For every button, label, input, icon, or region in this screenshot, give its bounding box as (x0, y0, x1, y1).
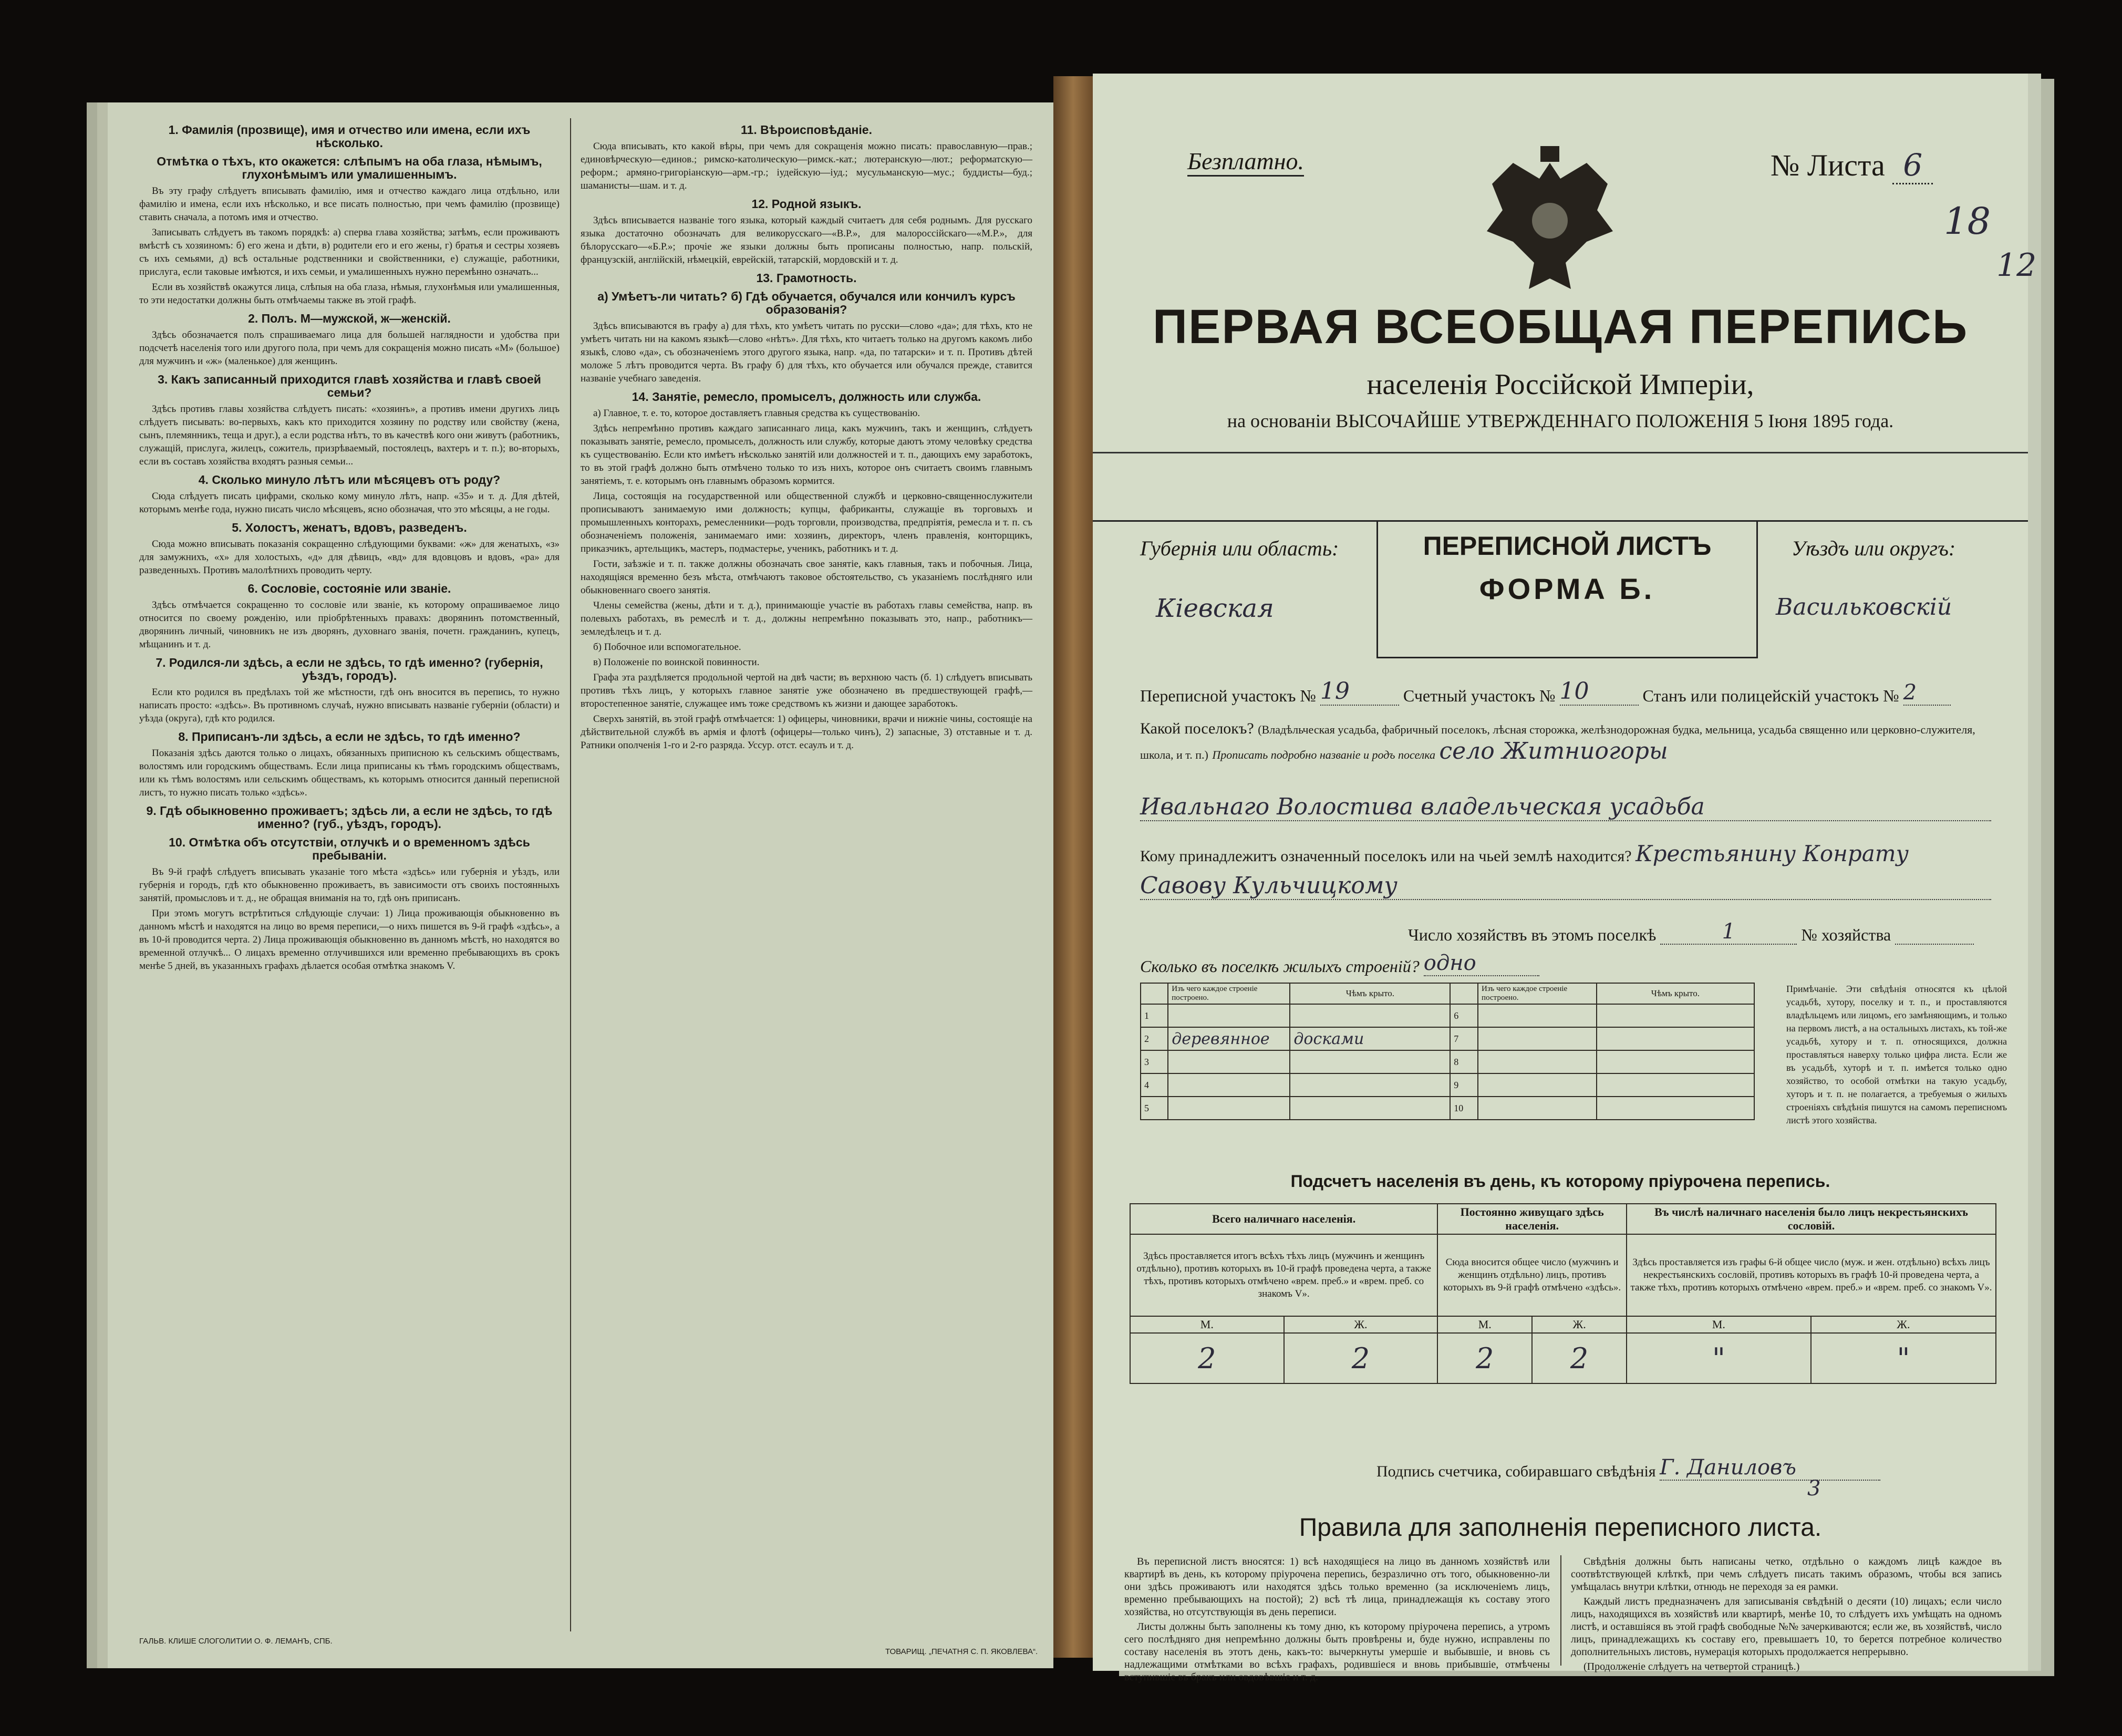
instruction-heading: 3. Какъ записанный приходится главѣ хозяйства и главѣ своей семьи? (158, 373, 541, 399)
schet-label: Счетный участокъ № (1403, 686, 1556, 705)
instruction-heading: а) Умѣетъ-ли читать? б) Гдѣ обучается, обучался или кончилъ курсъ образованія? (597, 290, 1016, 316)
poselok-value-2: Ивальнаго Волостива владельческая усадьба (1140, 793, 1991, 821)
instruction-paragraph: Сверхъ занятій, въ этой графѣ отмѣчается: 1) офицеры, чиновники, врачи и нижніе чины, состоящіе на дѣйствительной службѣ въ армія и флотѣ (офицеры—только чинъ), 2) запасные, 3) отставные и т. д. Ратники ополченія 1-го и 2-го разряда. Уссур. отст. есаулъ и т. д. (581, 714, 1032, 751)
instruction-heading: 4. Сколько минуло лѣтъ или мѣсяцевъ отъ роду? (198, 473, 501, 487)
instruction-paragraph: Здѣсь отмѣчается сокращенно то сословіе или званіе, къ которому опрашиваемое лицо относится по своему рожденію, или пріобрѣтенныхъ правахъ: дворянинъ потомственный, дворянинъ личный, чиновникъ не изъ дворянъ, духовнаго званія, почетн. гражданинъ, купецъ, мѣщанинъ и т. д. (139, 600, 560, 650)
instruction-paragraph: Въ эту графу слѣдуетъ вписывать фамилію, имя и отчество каждаго лица отдѣльно, или фамилію и имена, если ихъ нѣсколько, и все писать полностью, при чемъ фамилію (прозвище) ставить сначала, а потомъ имя и отчество. (139, 185, 560, 223)
buildings-table-row (1141, 1027, 1754, 1050)
instruction-paragraph: а) Главное, т. е. то, которое доставляетъ главныя средства къ существованію. (593, 408, 920, 419)
book-spine (1053, 76, 1093, 1658)
buildings-table-head (1141, 983, 1754, 1004)
instruction-heading: 9. Гдѣ обыкновенно проживаетъ; здѣсь ли, а если не здѣсь, то гдѣ именно? (губ., уѣздъ, городъ). (146, 804, 553, 831)
population-column-desc: Здѣсь проставляется итогъ всѣхъ тѣхъ лицъ (мужчинъ и женщинъ отдѣльно), противъ которыхъ въ 10-й графѣ проведена черта, а также тѣхъ, противъ которыхъ отмѣчено «врем. преб.» и «врем. преб. со знакомъ V». (1130, 1234, 1437, 1316)
form-title-1: ПЕРЕПИСНОЙ ЛИСТЪ (1423, 531, 1712, 561)
schet-value: 10 (1560, 678, 1639, 706)
male-count: " (1627, 1333, 1811, 1383)
instruction-heading: 5. Холостъ, женатъ, вдовъ, разведенъ. (232, 521, 467, 534)
buildings-table-row (1141, 1097, 1754, 1120)
instruction-paragraph: Здѣсь вписывается названіе того языка, который каждый считаетъ для себя роднымъ. Для русскаго языка достаточно обозначать для великорусскаго—«В.Р.», для малороссійскаго—«М.Р.», для бѣлорусскаго—«Б.Р.»; прочіе же языки должны быть прописаны полностью, напр. польскій, французскій, англійскій, нѣмецкій, еврейскій, татарскій, мордовскій и т. д. (581, 215, 1032, 265)
bt-row-number: 9 (1450, 1073, 1478, 1097)
owner-value-1: Крестьянину Конрату (1636, 841, 1909, 866)
poselok-label: Какой поселокъ? (1140, 720, 1254, 737)
buildings-label: Сколько въ поселкѣ жилыхъ строеній? (1140, 957, 1420, 976)
instruction-paragraph: Члены семейства (жены, дѣти и т. д.), принимающіе участіе въ работахъ главы семейства, напр. въ полевыхъ работахъ, въ ремеслѣ и т. д., должны непремѣнно показывать это, напр., работникъ—земледѣлецъ и т. д. (581, 600, 1032, 637)
form-title-2: ФОРМА Б. (1479, 572, 1655, 605)
stan-label: Станъ или полицейскій участокъ № (1642, 686, 1899, 705)
bt-row-number: 5 (1141, 1097, 1168, 1120)
bt-material (1478, 1050, 1597, 1073)
instruction-heading: 12. Родной языкъ. (751, 197, 862, 211)
rule-paragraph: Листы должны быть заполнены къ тому дню, къ которому пріурочена перепись, а утромъ сего послѣдняго дня непремѣнно должны быть провѣрены и, буде нужно, исправлены по составу населенія въ этотъ день, какъ-то: вычеркнуты умершіе и выбывшіе, и вновь съ надлежащими отмѣтками во всѣхъ графахъ, родившіеся и вновь прибывшіе, отмѣчены вступившіе въ бракъ или овдовѣвшіе и т. д. (1124, 1621, 1550, 1683)
bt-material: деревянное (1168, 1027, 1290, 1050)
uchastok-value: 19 (1320, 678, 1399, 706)
instruction-paragraph: Записывать слѣдуетъ въ такомъ порядкѣ: а) сперва глава хозяйства; затѣмъ, если проживаютъ вмѣстѣ съ хозяиномъ: б) его жена и дѣти, в) родители его и его жены, г) братья и сестры хозяевъ съ ихъ семьями, д) всѣ остальные родственники и свойственники, е) служащіе, работники, прислуга, если таковые имѣются, и ихъ семьи, и умалишенныхъ нужно перемѣнно означать... (139, 227, 560, 277)
gubernia-value: Кіевская (1156, 594, 1274, 623)
instruction-heading: 11. Вѣроисповѣданіе. (741, 123, 872, 137)
legal-basis: на основаніи ВЫСОЧАЙШЕ УТВЕРЖДЕННАГО ПОЛОЖЕНІЯ 5 Іюня 1895 года. (1227, 410, 1894, 431)
owner-value-2: Савову Кульчицкому (1140, 872, 1991, 900)
bt-row-number: 2 (1141, 1027, 1168, 1050)
instruction-heading: 6. Сословіе, состояніе или званіе. (247, 582, 451, 595)
population-column-head: Въ числѣ наличнаго населенія было лицъ некрестьянскихъ сословій. (1627, 1204, 1996, 1234)
bt-row-number: 3 (1141, 1050, 1168, 1073)
household-no-blank (1895, 924, 1974, 945)
rules-column-1 (1124, 1555, 1550, 1683)
instruction-heading: 8. Приписанъ-ли здѣсь, а если не здѣсь, то гдѣ именно? (178, 730, 521, 743)
note-text: Примѣчаніе. Эти свѣдѣнія относятся къ цѣлой усадьбѣ, хутору, поселку и т. п., и проставляются владѣльцемъ или лицомъ, его замѣняющимъ, и только на первомъ листѣ, а на остальныхъ листахъ, къ той-же усадьбѣ, хутору и т. п. относящихся, должна проставляться наверху только цифра листа. Если же въ усадьбѣ, хуторѣ и т. п. имѣется только одно хозяйство, то особой отмѣтки на такую усадьбу, хуторъ и т. п. не полагается, а требуемыя о жилыхъ строеніяхъ свѣдѣнія пишутся на самомъ переписномъ листѣ этого хозяйства. (1786, 984, 2007, 1125)
households-value: 1 (1660, 919, 1797, 945)
instruction-heading: Отмѣтка о тѣхъ, кто окажется: слѣпымъ на оба глаза, нѣмымъ, глухонѣмымъ или умалишеннымъ. (157, 154, 542, 181)
header-rule (1093, 452, 2028, 453)
bt-head-material: Изъ чего каждое строеніе построено. (1168, 983, 1290, 1004)
instruction-paragraph: Сюда вписывать, кто какой вѣры, при чемъ для сокращенія можно писать: православную—прав.; единовѣрческую—единов.; римско-католическую—римск.-кат.; лютеранскую—лют.; реформатскую—реформ.; армяно-григоріанскую—арм.-гр.; іудейскую—іуд.; мусульманскую—мус.; буддисты—буд.; шаманисты—шам. и т. д. (581, 141, 1032, 191)
margin-mark-1: 18 (1944, 200, 1991, 243)
female-count: 2 (1284, 1333, 1438, 1383)
uchastok-label: Переписной участокъ № (1140, 686, 1316, 705)
bt-head-roof: Чѣмъ крыто. (1290, 983, 1450, 1004)
rule-paragraph: Въ переписной листъ вносятся: 1) всѣ находящіеся на лицо въ данномъ хозяйствѣ или квартирѣ въ день, къ которому пріурочена перепись, безразлично отъ того, обыкновенно-ли они здѣсь проживаютъ или находятся здѣсь только временно (за исключеніемъ лицъ, временно пребывающихъ на постой); 2) всѣ тѣ лица, принадлежащія къ составу этого хозяйства, но отсутствующія въ день переписи. (1124, 1556, 1550, 1618)
instruction-heading: 2. Полъ. М—мужской, ж—женскій. (248, 312, 451, 325)
sheet-number-value: 6 (1892, 147, 1933, 184)
left-column-1 (139, 118, 560, 1631)
left-column-2 (581, 118, 1032, 1631)
bt-material (1168, 1050, 1290, 1073)
bt-roof (1597, 1004, 1754, 1027)
sex-label: М. (1130, 1316, 1284, 1333)
instruction-heading: 10. Отмѣтка объ отсутствіи, отлучкѣ и о временномъ здѣсь пребываніи. (169, 835, 530, 862)
instruction-paragraph: в) Положеніе по воинской повинности. (593, 657, 760, 668)
form-top-rule (1093, 520, 2028, 522)
rules-divider (1560, 1555, 1561, 1666)
owner-row (1140, 841, 1991, 866)
uezd-value: Васильковскій (1776, 594, 1952, 621)
bt-row-number: 10 (1450, 1097, 1478, 1120)
bt-material (1478, 1027, 1597, 1050)
poselok-hint-2: Прописать подробно названіе и родъ поселка (1212, 748, 1436, 761)
bt-roof (1290, 1097, 1450, 1120)
bt-material (1168, 1073, 1290, 1097)
instruction-paragraph: При этомъ могутъ встрѣтиться слѣдующіе случаи: 1) Лица проживающія обыкновенно въ данномъ мѣстѣ и находятся на лицо во время переписи,—о нихъ пишется въ 9-й графѣ «здѣсь», а въ 10-й проводится черта. 2) Лица проживающія обыкновенно въ данномъ мѣстѣ, но находятся во временной отлучкѣ... О лицахъ временно отлучившихся или временно пребывающихъ въ срокъ менѣе 5 дней, въ указанныхъ графахъ дѣлается особая отмѣтка знакомъ V. (139, 908, 560, 972)
margin-mark-2: 12 (1996, 247, 2037, 284)
population-count-table (1130, 1203, 1996, 1384)
bt-roof (1290, 1050, 1450, 1073)
imperial-eagle-emblem (1482, 142, 1618, 299)
bt-material (1168, 1097, 1290, 1120)
instruction-heading: 1. Фамилія (прозвище), имя и отчество или имена, если ихъ нѣсколько. (168, 123, 531, 150)
sex-label: М. (1627, 1316, 1811, 1333)
instruction-paragraph: Гости, заѣзжіе и т. п. также должны обозначать свое занятіе, какъ главныя, такъ и побочныя. Лица, находящіяся временно безъ мѣста, отмѣчаютъ таковое обстоятельство, съ указаніемъ послѣдняго или обыкновеннаго своего занятія. (581, 559, 1032, 596)
form-title-box (1376, 520, 1758, 658)
printer-footer-left: ГАЛЬВ. КЛИШЕ СЛОГОЛИТИИ О. Ф. ЛЕМАНЪ, СПБ. (139, 1637, 333, 1646)
instruction-paragraph: Здѣсь непремѣнно противъ каждаго записаннаго лица, какъ мужчинъ, такъ и женщинъ, слѣдуетъ показывать занятіе, ремесло, промыселъ, должность или службу, которые даютъ этому человѣку средства къ существованію. Если кто имѣетъ нѣсколько занятій или должностей и т. п., дающихъ ему заработокъ, то въ этой графѣ должно быть отмѣчено только то изъ нихъ, которое онъ считаетъ своимъ главнымъ занятіемъ, т. е. которымъ онъ главнымъ образомъ кормится. (581, 423, 1032, 487)
population-column-head: Постоянно живущаго здѣсь населенія. (1437, 1204, 1627, 1234)
rule-paragraph: (Продолженіе слѣдуетъ на четвертой страницѣ.) (1583, 1661, 1800, 1672)
bt-roof (1597, 1050, 1754, 1073)
bt-blank (1141, 983, 1168, 1004)
instruction-paragraph: Показанія здѣсь даются только о лицахъ, обязанныхъ приписною къ сельскимъ обществамъ, волостямъ или городскимъ обществамъ. Если лица приписаны къ тѣмъ городскимъ обществамъ, или къ тѣмъ волостямъ или сельскимъ обществамъ, къ которымъ относится данный переписной листъ, то нужно писать только «здѣсь». (139, 748, 560, 798)
signature-mark: 3 (1807, 1476, 1821, 1501)
rules-column-2 (1571, 1555, 2002, 1672)
female-count: " (1811, 1333, 1996, 1383)
population-desc-row (1130, 1234, 1996, 1316)
buildings-table (1140, 983, 1755, 1120)
sheet-number-label: № Листа (1771, 148, 1885, 182)
instruction-paragraph: Здѣсь обозначается полъ спрашиваемаго лица для большей наглядности и удобства при подсчетѣ населенія того или другого пола, при чемъ для сокращенія можно писать «М» (большое) для мужчинъ и «ж» (маленькое) для женщинъ. (139, 329, 560, 367)
buildings-row (1140, 951, 1539, 976)
bt-head-roof-2: Чѣмъ крыто. (1597, 983, 1754, 1004)
households-label: Число хозяйствъ въ этомъ поселкѣ (1408, 925, 1657, 944)
population-column-head: Всего наличнаго населенія. (1130, 1204, 1437, 1234)
male-count: 2 (1130, 1333, 1284, 1383)
right-page (1093, 74, 2037, 1683)
rules-title: Правила для заполненія переписного листа. (1299, 1514, 1822, 1542)
printer-footer-right: ТОВАРИЩ. „ПЕЧАТНЯ С. П. ЯКОВЛЕВА“. (885, 1647, 1038, 1656)
instruction-heading: 14. Занятіе, ремесло, промыселъ, должность или служба. (632, 390, 981, 404)
population-column-desc: Сюда вносится общее число (мужчинъ и женщинъ отдѣльно) лицъ, противъ которыхъ въ 9-й графѣ отмѣчено «здѣсь». (1437, 1234, 1627, 1316)
bt-roof (1290, 1004, 1450, 1027)
bt-roof: досками (1290, 1027, 1450, 1050)
bt-material (1168, 1004, 1290, 1027)
poselok-row (1140, 720, 1991, 764)
household-no-label: № хозяйства (1801, 925, 1891, 944)
signature-value: Г. Даниловъ (1660, 1455, 1880, 1481)
bt-roof (1597, 1073, 1754, 1097)
instruction-paragraph: Если кто родился въ предѣлахъ той же мѣстности, гдѣ онъ вносится въ перепись, то нужно написать просто: «здѣсь». Въ противномъ случаѣ, нужно вписывать названіе губерніи (области) и уѣзда (округа), гдѣ кто родился. (139, 687, 560, 724)
instruction-heading: 7. Родился-ли здѣсь, а если не здѣсь, то гдѣ именно? (губернія, уѣздъ, городъ). (156, 656, 543, 683)
instruction-paragraph: Въ 9-й графѣ слѣдуетъ вписывать указаніе того мѣста «здѣсь» или губернія и уѣздъ, или губернія и городъ, гдѣ кто обыкновенно проживаетъ, въ зависимости отъ своихъ постоянныхъ занятій, промысловъ и т. д., не обращая вниманія на то, гдѣ онъ приписанъ. (139, 866, 560, 904)
instruction-paragraph: Графа эта раздѣляется продольной чертой на двѣ части; въ верхнюю часть (б. 1) слѣдуетъ вписывать противъ тѣхъ лицъ, у которыхъ главное занятіе уже обозначено въ предшествующей графѣ,—второстепенное занятіе, служащее имъ тоже средствомъ къ жизни и дающее заработокъ. (581, 672, 1032, 709)
document-title: ПЕРВАЯ ВСЕОБЩАЯ ПЕРЕПИСЬ (1152, 300, 1969, 354)
instruction-paragraph: Здѣсь противъ главы хозяйства слѣдуетъ писать: «хозяинъ», а противъ имени другихъ лицъ слѣдуетъ писывать: во-первыхъ, какъ кто приходится хозяину по родству или свойству (жена, сынъ, племянникъ, теща и друг.), а если родства нѣтъ, то въ качествѣ кого они живутъ (работникъ, служащій, прислуга, жилецъ, сожитель, призрѣваемый, постоялецъ, вахтеръ и т. п.); во-вторыхъ, если въ составъ хозяйства входятъ разныя семьи... (139, 404, 560, 467)
uezd-label: Уѣздъ или округъ: (1792, 536, 1956, 560)
population-head-row (1130, 1204, 1996, 1234)
sex-label: Ж. (1284, 1316, 1438, 1333)
buildings-table-row (1141, 1050, 1754, 1073)
gubernia-label: Губернія или область: (1140, 536, 1339, 560)
sex-label: Ж. (1532, 1316, 1627, 1333)
bt-row-number: 1 (1141, 1004, 1168, 1027)
document-subtitle: населенія Россійской Имперіи, (1367, 368, 1754, 401)
bt-roof (1290, 1073, 1450, 1097)
sex-label: Ж. (1811, 1316, 1996, 1333)
bt-roof (1597, 1027, 1754, 1050)
signature-label: Подпись счетчика, собиравшаго свѣдѣнія (1376, 1463, 1656, 1480)
bt-material (1478, 1073, 1597, 1097)
instruction-paragraph: Если въ хозяйствѣ окажутся лица, слѣпыя на оба глаза, нѣмыя, глухонѣмыя или умалишенныя, то эти недостатки должны быть отмѣчаемы также въ этой графѣ. (139, 282, 560, 306)
poselok-hint: (Владѣльческая усадьба, фабричный поселокъ, лѣсная сторожка, желѣзнодорожная будка, мельница, усадьба священно или церковно-служителя, школа, и т. п.) (1140, 723, 1975, 761)
rule-paragraph: Свѣдѣнія должны быть написаны четко, отдѣльно о каждомъ лицѣ каждое въ соотвѣтствующей клѣткѣ, при чемъ слѣдуетъ писать такимъ образомъ, чтобы вся запись умѣщалась внутри клѣтки, отнюдь не переходя за ея рамки. (1571, 1556, 2002, 1593)
sheet-number (1771, 147, 1933, 183)
bt-row-number: 6 (1450, 1004, 1478, 1027)
bt-head-material-2: Изъ чего каждое строеніе построено. (1478, 983, 1597, 1004)
bt-material (1478, 1004, 1597, 1027)
owner-label: Кому принадлежитъ означенный поселокъ или на чьей землѣ находится? (1140, 848, 1632, 865)
uchastok-row (1140, 678, 1951, 706)
signature-row (1376, 1455, 1880, 1481)
bt-material (1478, 1097, 1597, 1120)
population-value-row (1130, 1333, 1996, 1383)
male-count: 2 (1437, 1333, 1532, 1383)
count-title: Подсчетъ населенія въ день, къ которому пріурочена перепись. (1290, 1172, 1830, 1191)
instruction-paragraph: Сюда слѣдуетъ писать цифрами, сколько кому минуло лѣтъ, напр. «35» и т. д. Для дѣтей, которымъ менѣе года, нужно писать число мѣсяцевъ, ясно обозначая, что это мѣсяцы, а не годы. (139, 491, 560, 515)
bt-row-number: 8 (1450, 1050, 1478, 1073)
instruction-heading: 13. Грамотность. (756, 271, 857, 285)
bt-row-number: 7 (1450, 1027, 1478, 1050)
instruction-paragraph: Сюда можно вписывать показанія сокращенно слѣдующими буквами: «ж» для женатыхъ, «з» для замужнихъ, «х» для холостыхъ, «д» для дѣвицъ, «вд» для вдовцовъ и вдовъ, «ра» для разведенныхъ. Противъ малолѣтнихъ проводить черту. (139, 539, 560, 576)
instruction-paragraph: б) Побочное или вспомогательное. (593, 642, 741, 653)
buildings-table-row (1141, 1073, 1754, 1097)
free-label: Безплатно. (1187, 147, 1304, 177)
population-column-desc: Здѣсь проставляется изъ графы 6-й общее число (муж. и жен. отдѣльно) всѣхъ лицъ некрестьянскихъ сословій, противъ которыхъ въ графѣ 10-й проведена черта, а также тѣхъ, противъ которыхъ отмѣчено «врем. преб.» и «врем. преб. со знакомъ V». (1627, 1234, 1996, 1316)
instruction-paragraph: Здѣсь вписываются въ графу а) для тѣхъ, кто умѣетъ читать по русски—слово «да»; для тѣхъ, кто не умѣетъ читать ни на какомъ языкѣ—слово «нѣтъ». Для тѣхъ, кто читаетъ только на другомъ какомъ либо языкѣ, слово «да», съ обозначеніемъ этого другого языка, напр. «да, по татарски» и т. п. Противъ дѣтей моложе 5 лѣтъ проводится черта. Въ графу б) для тѣхъ, кто обучается или обучался прежде, ставится названіе учебнаго заведенія. (581, 321, 1032, 384)
female-count: 2 (1532, 1333, 1627, 1383)
sex-label: М. (1437, 1316, 1532, 1333)
rule-paragraph: Каждый листъ предназначенъ для записыванія свѣдѣній о десяти (10) лицахъ; если число лицъ, находящихся въ хозяйствѣ или квартирѣ, менѣе 10, то слѣдуетъ ихъ умѣщать на одномъ листѣ, и оставшіяся въ этой графѣ свободные №№ зачеркиваются; если же, въ хозяйствѣ, число лицъ, принадлежащихъ къ составу его, превышаетъ 10, то берется потребное количество дополнительныхъ листовъ, нумерація которыхъ продолжается непрерывно. (1571, 1596, 2002, 1658)
bt-row-number: 4 (1141, 1073, 1168, 1097)
population-sex-row (1130, 1316, 1996, 1333)
buildings-table-row (1141, 1004, 1754, 1027)
left-page (108, 102, 1053, 1668)
stan-value: 2 (1903, 680, 1951, 706)
bt-roof (1597, 1097, 1754, 1120)
column-divider (570, 118, 571, 1631)
bt-blank-2 (1450, 983, 1478, 1004)
poselok-value-1: село Житниогоры (1439, 738, 1668, 764)
buildings-value: одно (1424, 951, 1539, 976)
instruction-paragraph: Лица, состоящія на государственной или общественной службѣ и церковно-священнослужители прописываютъ занимаемую ими должность; купцы, фабриканты, служащіе въ торговыхъ и промышленныхъ конторахъ, ремесленники—родъ торговли, производства, предпріятія, ремесла и т. п. съ обозначеніемъ положенія, занимаемаго ими: хозяинъ, директоръ, членъ правленія, конторщикъ, приказчикъ, артельщикъ, мастеръ, подмастерье, ученикъ, работникъ и т. д. (581, 491, 1032, 554)
households-row (1408, 919, 1974, 945)
